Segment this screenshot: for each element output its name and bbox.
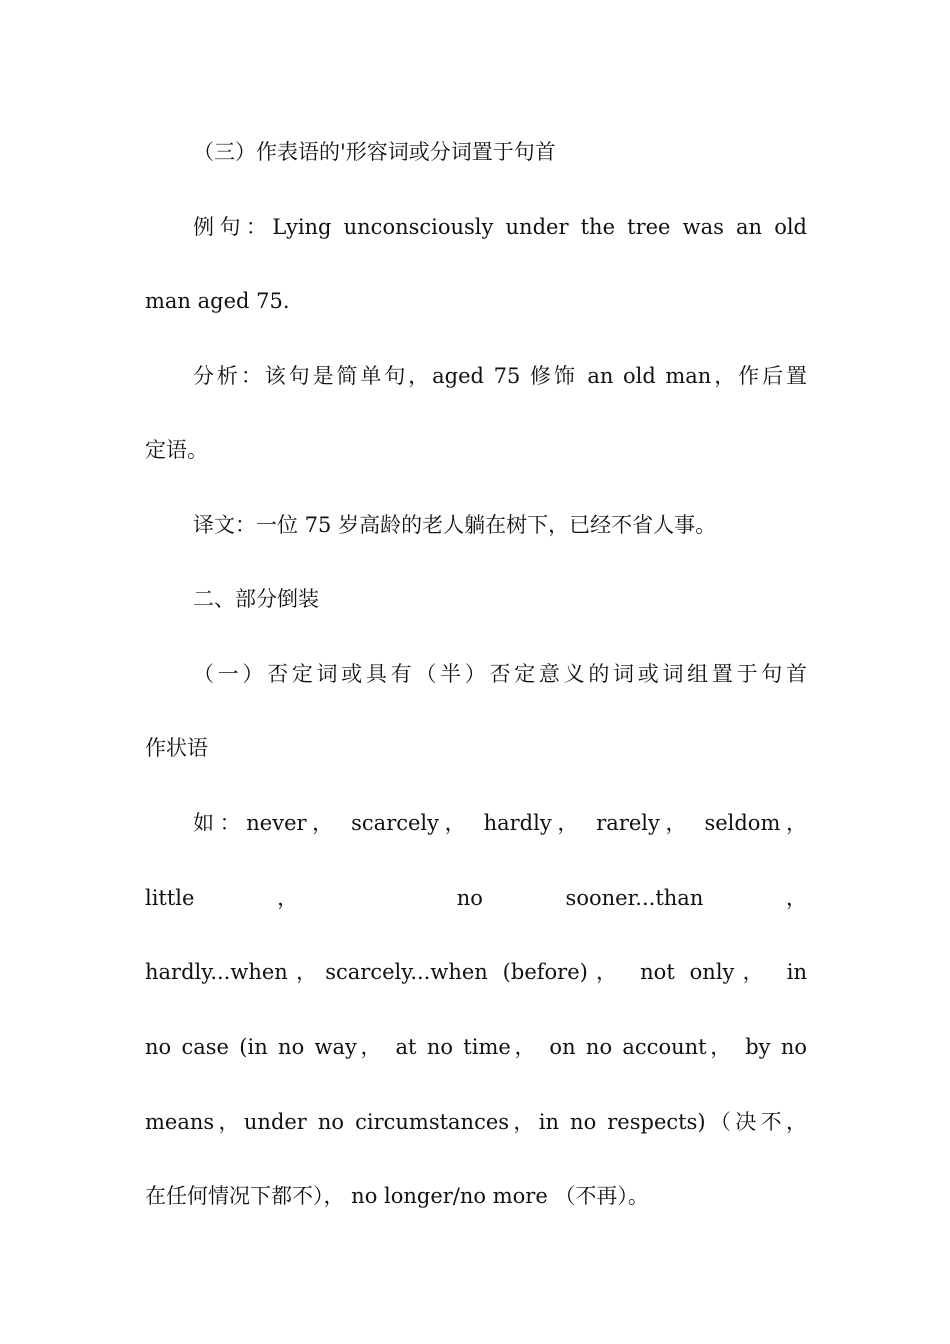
subsection-heading-negation-line-2: 作状语 bbox=[145, 736, 208, 760]
section-heading-partial-inversion: 二、部分倒装 bbox=[193, 587, 319, 611]
subsection-heading-negation-line-1: （一）否定词或具有（半）否定意义的词或词组置于句首 bbox=[193, 662, 807, 686]
examples-list-line-5: means，under no circumstances，in no respects)（决不， bbox=[145, 1110, 807, 1134]
analysis-line-1: 分析：该句是简单句，aged 75 修饰 an old man，作后置 bbox=[193, 364, 807, 388]
example-sentence-line-1: 例句：Lying unconsciously under the tree was an old bbox=[193, 215, 807, 239]
section-heading-adjective-inversion: （三）作表语的'形容词或分词置于句首 bbox=[193, 140, 556, 164]
analysis-line-2: 定语。 bbox=[145, 438, 208, 462]
examples-list-line-1: 如：never， scarcely， hardly， rarely， seldom， bbox=[193, 811, 807, 835]
examples-list-line-6: 在任何情况下都不）， no longer/no more （不再）。 bbox=[145, 1184, 649, 1208]
examples-list-line-4: no case (in no way， at no time， on no account， by no bbox=[145, 1035, 807, 1059]
example-sentence-line-2: man aged 75. bbox=[145, 289, 290, 313]
translation-line: 译文：一位 75 岁高龄的老人躺在树下，已经不省人事。 bbox=[193, 513, 717, 537]
examples-list-line-3: hardly...when，scarcely...when (before)， not only， in bbox=[145, 960, 807, 984]
examples-list-line-2: little ， no sooner...than ， bbox=[145, 886, 807, 910]
